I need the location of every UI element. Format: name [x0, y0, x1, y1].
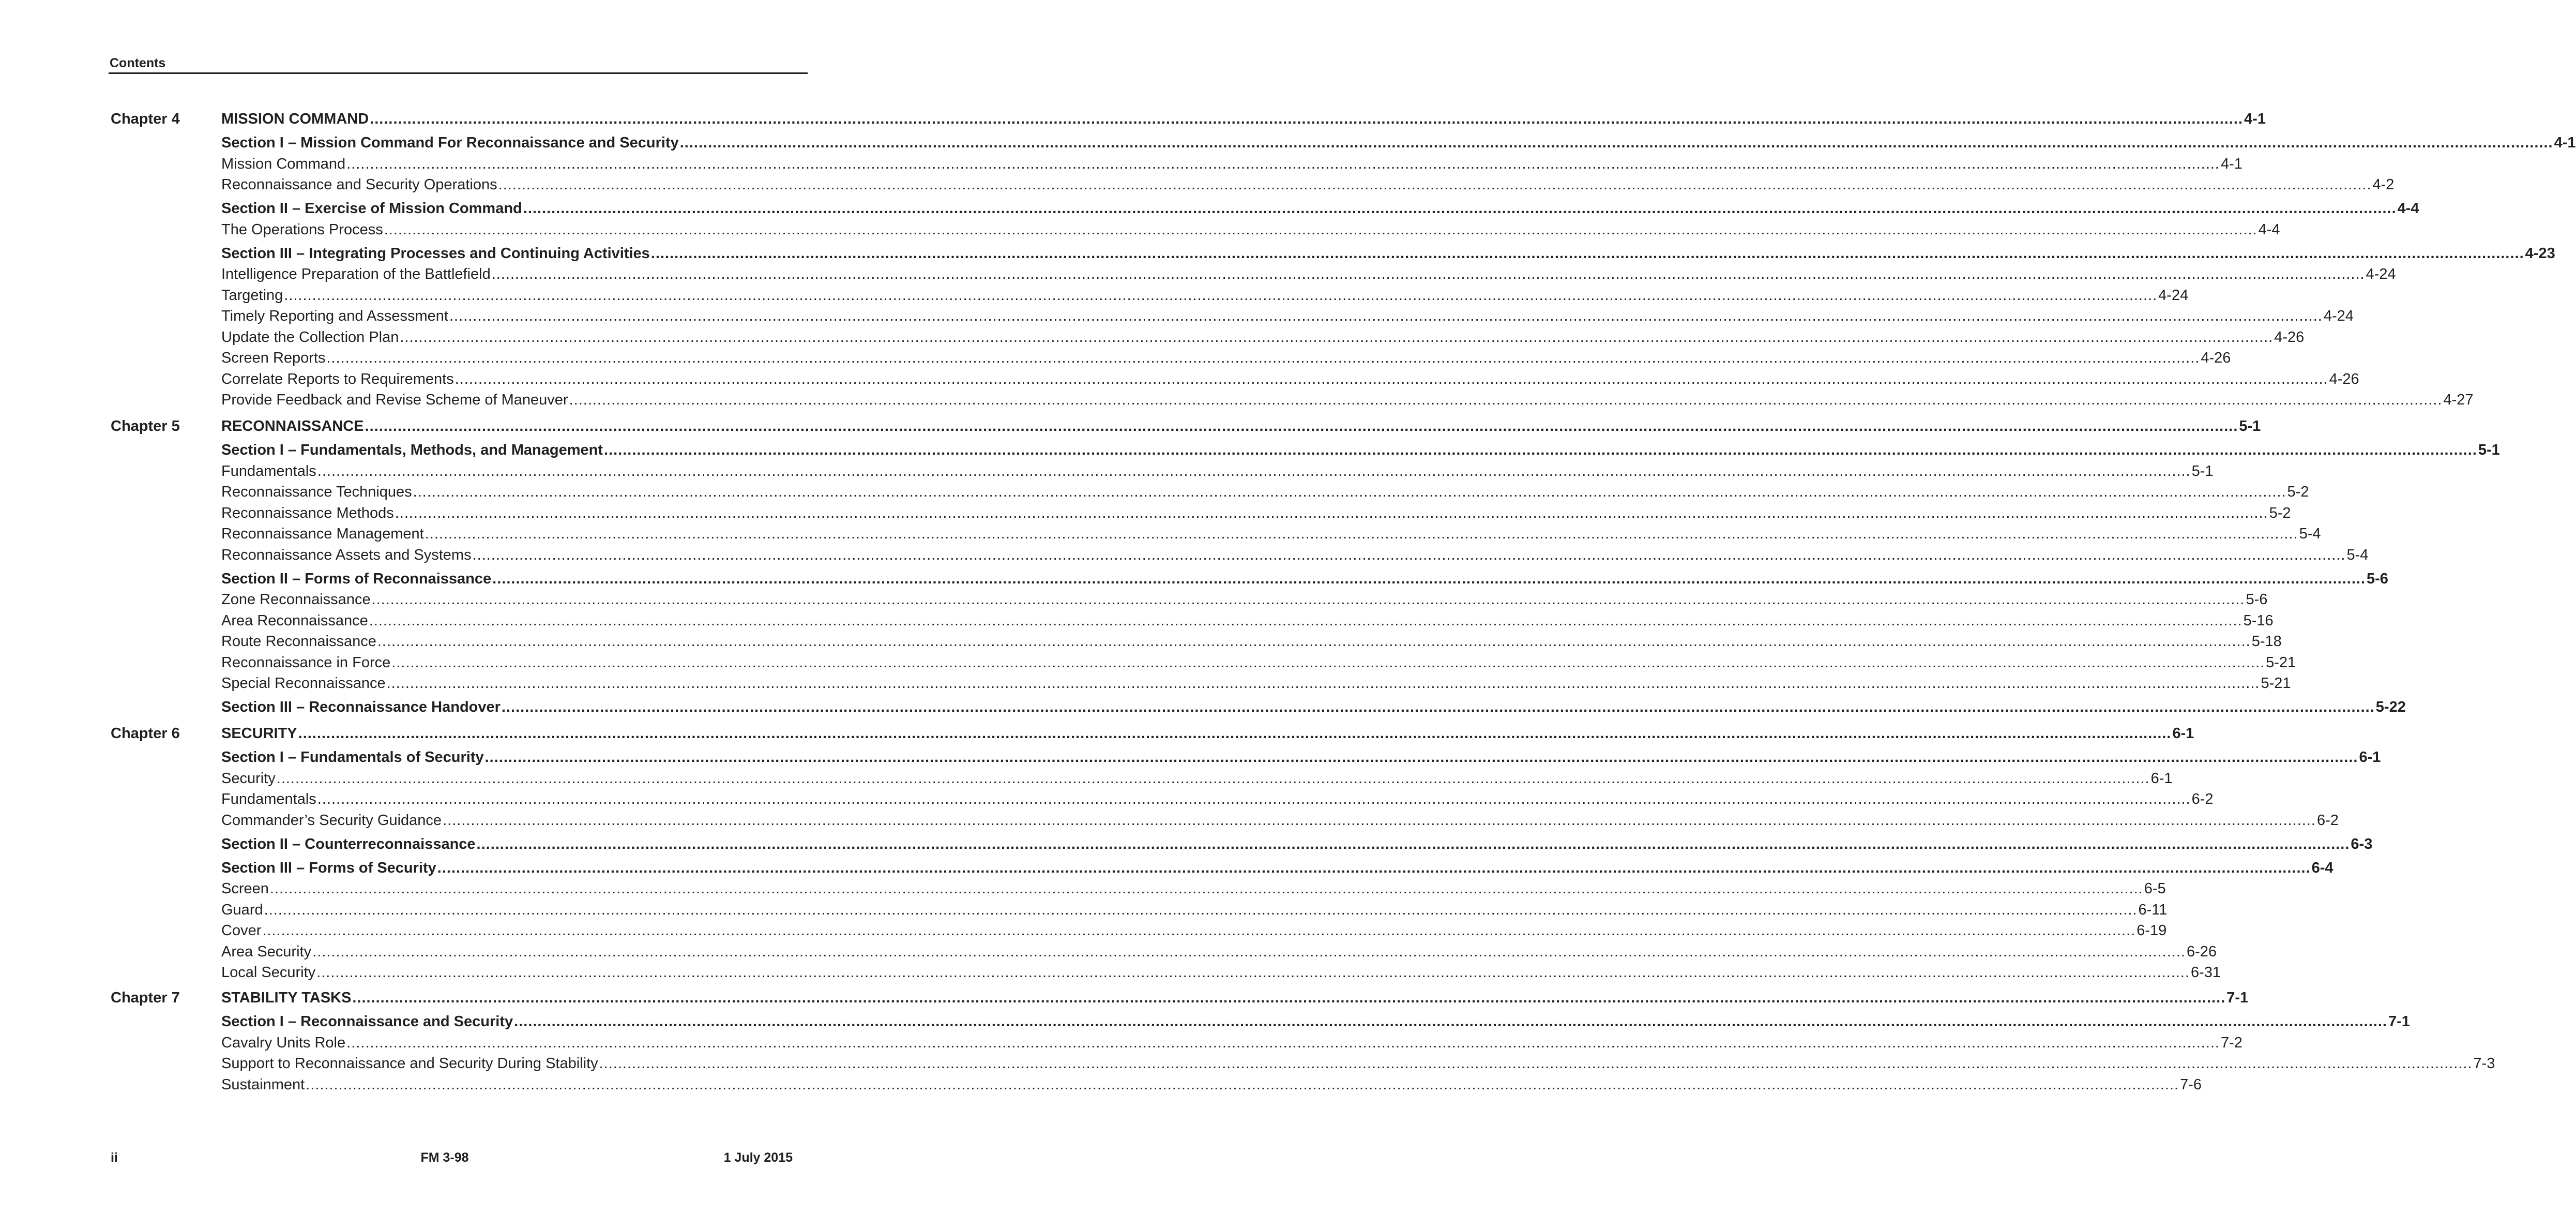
toc-entry-title: Special Reconnaissance — [221, 675, 386, 692]
dot-leader: ................................................................................................................................................................................................................................................................................................................................................................................................................ — [377, 633, 2251, 650]
toc-entry[interactable] — [221, 790, 2214, 808]
dot-leader: ................................................................................................................................................................................................................................................................................................................................................................................................................ — [569, 392, 2443, 408]
toc-entry[interactable] — [221, 391, 2474, 409]
toc-entry[interactable] — [221, 504, 2291, 522]
toc-entry-page: 6-26 — [2186, 943, 2217, 960]
toc-entry-title: RECONNAISSANCE — [221, 418, 364, 434]
chapter-label: Chapter 7 — [111, 990, 180, 1006]
toc-entry[interactable] — [221, 1033, 2242, 1052]
dot-leader: ................................................................................................................................................................................................................................................................................................................................................................................................................ — [269, 880, 2143, 897]
dot-leader: ................................................................................................................................................................................................................................................................................................................................................................................................................ — [384, 221, 2257, 238]
toc-entry-title: Mission Command — [221, 156, 346, 172]
toc-entry-title: Reconnaissance Management — [221, 526, 424, 542]
toc-entry-page: 5-1 — [2239, 418, 2261, 434]
toc-entry-title: MISSION COMMAND — [221, 111, 369, 127]
toc-entry-title: Section II – Forms of Reconnaissance — [221, 571, 492, 587]
toc-entry[interactable] — [221, 674, 2291, 693]
toc-entry-page: 4-26 — [2329, 371, 2359, 387]
dot-leader: ................................................................................................................................................................................................................................................................................................................................................................................................................ — [492, 571, 2366, 587]
toc-entry-title: STABILITY TASKS — [221, 990, 352, 1006]
toc-entry-title: Section III – Forms of Security — [221, 860, 436, 876]
toc-entry-page: 6-1 — [2359, 749, 2381, 766]
toc-entry-page: 5-6 — [2367, 571, 2388, 587]
toc-entry-title: Screen — [221, 880, 269, 897]
toc-entry-title: Sustainment — [221, 1076, 305, 1093]
toc-entry-title: Area Security — [221, 943, 312, 960]
toc-entry-page: 4-24 — [2323, 308, 2354, 324]
toc-entry-title: Provide Feedback and Revise Scheme of Maneuver — [221, 392, 568, 408]
toc-entry-page: 5-4 — [2299, 526, 2321, 542]
toc-entry-page: 6-5 — [2144, 880, 2166, 897]
dot-leader: ................................................................................................................................................................................................................................................................................................................................................................................................................ — [476, 836, 2350, 852]
dot-leader: ................................................................................................................................................................................................................................................................................................................................................................................................................ — [523, 200, 2397, 217]
toc-entry-title: Section II – Counterreconnaissance — [221, 836, 476, 852]
toc-heading-entry[interactable] — [221, 110, 2266, 128]
toc-entry-page: 6-31 — [2191, 964, 2221, 981]
toc-entry[interactable] — [221, 811, 2339, 830]
toc-entry-page: 4-24 — [2366, 266, 2396, 282]
toc-entry[interactable] — [221, 653, 2296, 672]
toc-entry-page: 5-21 — [2266, 654, 2296, 671]
toc-entry[interactable] — [221, 590, 2268, 609]
toc-heading-entry[interactable] — [221, 748, 2381, 767]
toc-entry-title: Fundamentals — [221, 791, 316, 807]
toc-heading-entry[interactable] — [221, 199, 2419, 218]
toc-heading-entry[interactable] — [221, 133, 2576, 152]
toc-entry[interactable] — [221, 349, 2231, 367]
toc-entry-page: 6-19 — [2136, 922, 2167, 939]
dot-leader: ................................................................................................................................................................................................................................................................................................................................................................................................................ — [352, 990, 2226, 1006]
dot-leader: ................................................................................................................................................................................................................................................................................................................................................................................................................ — [501, 699, 2375, 715]
toc-entry-page: 6-1 — [2172, 725, 2194, 742]
dot-leader: ................................................................................................................................................................................................................................................................................................................................................................................................................ — [454, 371, 2328, 387]
dot-leader: ................................................................................................................................................................................................................................................................................................................................................................................................................ — [264, 902, 2138, 918]
toc-entry[interactable] — [221, 963, 2221, 982]
toc-entry-title: Fundamentals — [221, 463, 316, 479]
toc-entry-page: 4-4 — [2258, 221, 2280, 238]
toc-entry-title: Section I – Fundamentals, Methods, and Management — [221, 442, 603, 458]
toc-entry-page: 4-1 — [2221, 156, 2242, 172]
chapter-label: Chapter 5 — [111, 418, 180, 434]
toc-entry-title: Screen Reports — [221, 350, 326, 366]
dot-leader: ................................................................................................................................................................................................................................................................................................................................................................................................................ — [369, 612, 2242, 629]
toc-entry[interactable] — [221, 921, 2167, 940]
toc-entry[interactable] — [221, 879, 2166, 898]
toc-entry[interactable] — [221, 1054, 2495, 1073]
toc-entry[interactable] — [221, 546, 2369, 564]
toc-entry-page: 5-18 — [2251, 633, 2282, 650]
toc-entry[interactable] — [221, 175, 2395, 194]
toc-entry-page: 4-2 — [2372, 176, 2395, 193]
dot-leader: ................................................................................................................................................................................................................................................................................................................................................................................................................ — [484, 749, 2358, 766]
toc-entry[interactable] — [221, 1075, 2202, 1094]
toc-entry-title: Section I – Reconnaissance and Security — [221, 1013, 513, 1030]
toc-heading-entry[interactable] — [221, 724, 2194, 743]
toc-entry-title: Update the Collection Plan — [221, 329, 399, 346]
toc-entry-page: 7-6 — [2180, 1076, 2202, 1093]
toc-entry-page: 4-26 — [2201, 350, 2231, 366]
toc-entry-title: Cover — [221, 922, 262, 939]
toc-entry[interactable] — [221, 769, 2173, 788]
dot-leader: ................................................................................................................................................................................................................................................................................................................................................................................................................ — [370, 111, 2244, 127]
toc-entry[interactable] — [221, 942, 2217, 961]
toc-entry[interactable] — [221, 220, 2280, 239]
footer-page-number: ii — [111, 1150, 118, 1165]
toc-entry-title: Reconnaissance Methods — [221, 505, 394, 521]
toc-entry-title: Reconnaissance in Force — [221, 654, 391, 671]
toc-entry-title: Cavalry Units Role — [221, 1035, 346, 1051]
dot-leader: ................................................................................................................................................................................................................................................................................................................................................................................................................ — [425, 526, 2298, 542]
dot-leader: ................................................................................................................................................................................................................................................................................................................................................................................................................ — [449, 308, 2323, 324]
toc-entry[interactable] — [221, 286, 2189, 305]
toc-entry[interactable] — [221, 462, 2214, 481]
toc-entry-page: 5-1 — [2478, 442, 2500, 458]
toc-entry-page: 4-26 — [2274, 329, 2305, 346]
dot-leader: ................................................................................................................................................................................................................................................................................................................................................................................................................ — [599, 1055, 2473, 1072]
toc-heading-entry[interactable] — [221, 859, 2333, 877]
toc-entry[interactable] — [221, 483, 2309, 501]
toc-heading-entry[interactable] — [221, 441, 2500, 459]
dot-leader: ................................................................................................................................................................................................................................................................................................................................................................................................................ — [306, 1076, 2179, 1093]
toc-entry-title: Reconnaissance Techniques — [221, 484, 412, 500]
toc-entry-page: 6-3 — [2351, 836, 2373, 852]
dot-leader: ................................................................................................................................................................................................................................................................................................................................................................................................................ — [604, 442, 2477, 458]
dot-leader: ................................................................................................................................................................................................................................................................................................................................................................................................................ — [491, 266, 2365, 282]
dot-leader: ................................................................................................................................................................................................................................................................................................................................................................................................................ — [437, 860, 2311, 876]
chapter-label: Chapter 6 — [111, 725, 180, 742]
toc-heading-entry[interactable] — [221, 988, 2249, 1007]
toc-entry-title: Targeting — [221, 287, 283, 304]
chapter-label: Chapter 4 — [111, 111, 180, 127]
toc-entry-title: Reconnaissance Assets and Systems — [221, 547, 472, 563]
toc-entry-title: Section II – Exercise of Mission Command — [221, 200, 522, 217]
toc-entry-page: 4-4 — [2397, 200, 2419, 217]
dot-leader: ................................................................................................................................................................................................................................................................................................................................................................................................................ — [371, 591, 2245, 608]
dot-leader: ................................................................................................................................................................................................................................................................................................................................................................................................................ — [650, 245, 2524, 262]
toc-entry-title: Section III – Reconnaissance Handover — [221, 699, 501, 715]
toc-entry[interactable] — [221, 328, 2305, 347]
running-header: Contents — [110, 56, 166, 70]
toc-entry-title: Intelligence Preparation of the Battlefield — [221, 266, 491, 282]
toc-entry[interactable] — [221, 155, 2242, 173]
toc-entry-page: 5-22 — [2375, 699, 2406, 715]
dot-leader: ................................................................................................................................................................................................................................................................................................................................................................................................................ — [514, 1013, 2387, 1030]
dot-leader: ................................................................................................................................................................................................................................................................................................................................................................................................................ — [317, 791, 2191, 807]
dot-leader: ................................................................................................................................................................................................................................................................................................................................................................................................................ — [395, 505, 2268, 521]
toc-entry-page: 4-1 — [2554, 134, 2576, 151]
toc-entry-page: 6-11 — [2138, 902, 2168, 918]
toc-entry[interactable] — [221, 901, 2168, 919]
toc-entry-title: Commander’s Security Guidance — [221, 812, 442, 829]
toc-entry-title: Guard — [221, 902, 263, 918]
toc-entry-title: Reconnaissance and Security Operations — [221, 176, 497, 193]
toc-entry-title: The Operations Process — [221, 221, 383, 238]
dot-leader: ................................................................................................................................................................................................................................................................................................................................................................................................................ — [316, 964, 2190, 981]
dot-leader: ................................................................................................................................................................................................................................................................................................................................................................................................................ — [386, 675, 2260, 692]
toc-entry-title: Security — [221, 770, 276, 787]
dot-leader: ................................................................................................................................................................................................................................................................................................................................................................................................................ — [298, 725, 2172, 742]
toc-entry-page: 4-23 — [2525, 245, 2555, 262]
toc-entry[interactable] — [221, 370, 2359, 388]
dot-leader: ................................................................................................................................................................................................................................................................................................................................................................................................................ — [400, 329, 2274, 346]
toc-entry-page: 5-6 — [2246, 591, 2268, 608]
footer-document-id: FM 3-98 — [420, 1150, 469, 1165]
toc-entry-title: Section I – Fundamentals of Security — [221, 749, 484, 766]
toc-entry-title: Correlate Reports to Requirements — [221, 371, 454, 387]
toc-entry-title: Area Reconnaissance — [221, 612, 368, 629]
toc-entry[interactable] — [221, 611, 2274, 630]
toc-entry-page: 7-2 — [2221, 1035, 2242, 1051]
dot-leader: ................................................................................................................................................................................................................................................................................................................................................................................................................ — [276, 770, 2150, 787]
toc-entry-page: 6-2 — [2316, 812, 2339, 829]
toc-entry[interactable] — [221, 265, 2396, 283]
toc-entry[interactable] — [221, 632, 2282, 651]
toc-entry[interactable] — [221, 524, 2321, 543]
dot-leader: ................................................................................................................................................................................................................................................................................................................................................................................................................ — [413, 484, 2286, 500]
toc-entry-title: Support to Reconnaissance and Security During Stability — [221, 1055, 598, 1072]
dot-leader: ................................................................................................................................................................................................................................................................................................................................................................................................................ — [498, 176, 2372, 193]
dot-leader: ................................................................................................................................................................................................................................................................................................................................................................................................................ — [679, 134, 2553, 151]
dot-leader: ................................................................................................................................................................................................................................................................................................................................................................................................................ — [443, 812, 2316, 829]
footer-date: 1 July 2015 — [723, 1150, 793, 1165]
dot-leader: ................................................................................................................................................................................................................................................................................................................................................................................................................ — [472, 547, 2346, 563]
dot-leader: ................................................................................................................................................................................................................................................................................................................................................................................................................ — [346, 1035, 2220, 1051]
toc-entry-page: 6-2 — [2191, 791, 2214, 807]
toc-entry-page: 5-2 — [2269, 505, 2291, 521]
header-rule — [109, 72, 808, 74]
toc-entry[interactable] — [221, 307, 2354, 325]
toc-entry-page: 5-4 — [2346, 547, 2369, 563]
toc-heading-entry[interactable] — [221, 244, 2555, 263]
dot-leader: ................................................................................................................................................................................................................................................................................................................................................................................................................ — [312, 943, 2186, 960]
toc-entry-title: Section III – Integrating Processes and Continuing Activities — [221, 245, 650, 262]
toc-entry-page: 5-21 — [2261, 675, 2291, 692]
toc-entry-title: SECURITY — [221, 725, 297, 742]
dot-leader: ................................................................................................................................................................................................................................................................................................................................................................................................................ — [262, 922, 2136, 939]
toc-heading-entry[interactable] — [221, 835, 2373, 853]
toc-entry-title: Local Security — [221, 964, 316, 981]
toc-entry-title: Section I – Mission Command For Reconnaissance and Security — [221, 134, 679, 151]
toc-entry-title: Route Reconnaissance — [221, 633, 376, 650]
toc-heading-entry[interactable] — [221, 569, 2388, 588]
toc-heading-entry[interactable] — [221, 1012, 2410, 1031]
toc-heading-entry[interactable] — [221, 417, 2261, 436]
dot-leader: ................................................................................................................................................................................................................................................................................................................................................................................................................ — [284, 287, 2158, 304]
toc-entry-title: Timely Reporting and Assessment — [221, 308, 448, 324]
toc-entry-page: 5-16 — [2243, 612, 2274, 629]
toc-entry-page: 4-1 — [2244, 111, 2266, 127]
toc-heading-entry[interactable] — [221, 698, 2406, 716]
dot-leader: ................................................................................................................................................................................................................................................................................................................................................................................................................ — [391, 654, 2265, 671]
toc-entry-page: 6-1 — [2150, 770, 2173, 787]
toc-entry-page: 6-4 — [2311, 860, 2333, 876]
toc-entry-page: 4-24 — [2158, 287, 2189, 304]
dot-leader: ................................................................................................................................................................................................................................................................................................................................................................................................................ — [365, 418, 2238, 434]
dot-leader: ................................................................................................................................................................................................................................................................................................................................................................................................................ — [346, 156, 2220, 172]
toc-entry-page: 4-27 — [2443, 392, 2474, 408]
dot-leader: ................................................................................................................................................................................................................................................................................................................................................................................................................ — [326, 350, 2200, 366]
toc-entry-title: Zone Reconnaissance — [221, 591, 371, 608]
toc-entry-page: 5-2 — [2287, 484, 2309, 500]
toc-entry-page: 7-1 — [2388, 1013, 2410, 1030]
toc-entry-page: 7-3 — [2473, 1055, 2495, 1072]
toc-entry-page: 5-1 — [2191, 463, 2214, 479]
toc-entry-page: 7-1 — [2226, 990, 2249, 1006]
dot-leader: ................................................................................................................................................................................................................................................................................................................................................................................................................ — [317, 463, 2191, 479]
